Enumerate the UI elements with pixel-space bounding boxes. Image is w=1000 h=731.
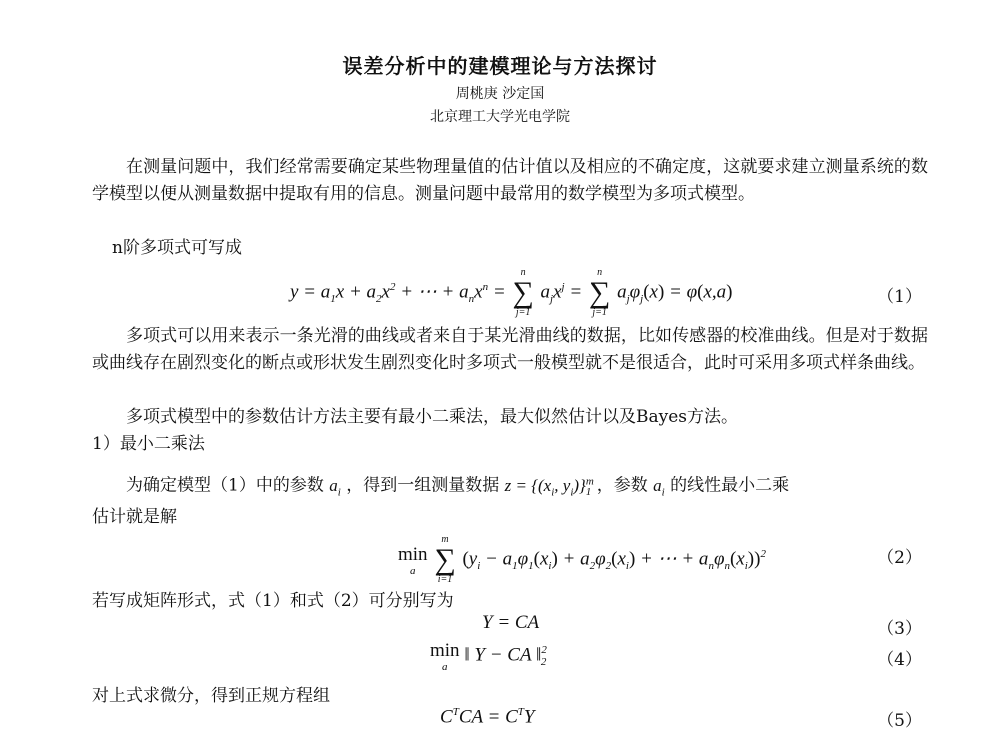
paragraph-polynomial-intro: n阶多项式可写成 — [112, 238, 242, 258]
inline-math-ai: $a_i$ — [329, 475, 341, 499]
equation-1-number: （1） — [877, 287, 922, 307]
paragraph-parameters-part-1: 为确定模型（1）中的参数 — [126, 475, 324, 496]
paper-affiliation: 北京理工大学光电学院 — [430, 109, 570, 125]
equation-4: min a ‖ Y − CA ‖$^2_2$ — [430, 640, 547, 673]
paragraph-parameters-part-4: 的线性最小二乘 — [670, 475, 790, 496]
paper-title: 误差分析中的建模理论与方法探讨 — [342, 54, 658, 78]
paragraph-intro: 在测量问题中，我们经常需要确定某些物理量值的估计值以及相应的不确定度，这就要求建立测量系统的数学模型以便从测量数据中提取有用的信息。测量问题中最常用的数学模型为多项式模型。 — [92, 157, 928, 204]
paragraph-parameters-part-3: ，参数 — [596, 475, 648, 496]
paragraph-differentiate: 对上式求微分，得到正规方程组 — [92, 686, 330, 706]
equation-1: $y = a_1x + a_2x^2$ + ⋯ + $a_nx^n$ = n ∑ j=1 $a_jx^j$ = n ∑ j=1 $a_j\varphi_j(x) = \varphi(x,a)$ — [290, 267, 733, 318]
equation-3-number: （3） — [877, 619, 922, 639]
paragraph-estimation-methods: 多项式模型中的参数估计方法主要有最小二乘法，最大似然估计以及Bayes方法。 — [126, 407, 739, 427]
equation-5-number: （5） — [877, 711, 922, 731]
paragraph-parameters — [126, 468, 789, 506]
equation-4-number: （4） — [877, 650, 922, 670]
paragraph-parameters-end: 估计就是解 — [92, 507, 177, 527]
inline-math-ai-2: $a_i$ — [653, 475, 665, 499]
equation-3: Y = CA — [482, 612, 540, 633]
paragraph-spline: 多项式可以用来表示一条光滑的曲线或者来自于某光滑曲线的数据，比如传感器的校准曲线。但是对于数据或曲线存在剧烈变化的断点或形状发生剧烈变化时多项式一般模型就不是很适合，此时可采用多项式样条曲线。 — [92, 326, 928, 373]
paragraph-parameters-part-2: ，得到一组测量数据 — [346, 475, 500, 496]
section-least-squares: 1）最小二乘法 — [92, 434, 205, 454]
inline-math-data-set: $z = \{(x_i$, $y_i)\}^m_1$ — [504, 475, 594, 499]
equation-2: min a m ∑ i=1 ($y_i - a_1\varphi_1(x_i) + a_2\varphi_2(x_i)$ + ⋯ + $a_n\varphi_n(x_i))^2$ — [398, 534, 766, 585]
paragraph-matrix-form: 若写成矩阵形式，式（1）和式（2）可分别写为 — [92, 591, 454, 611]
paper-authors: 周桃庚 沙定国 — [455, 86, 545, 102]
equation-2-number: （2） — [877, 548, 922, 568]
equation-5: $C^TCA = C^TY$ — [440, 706, 535, 728]
